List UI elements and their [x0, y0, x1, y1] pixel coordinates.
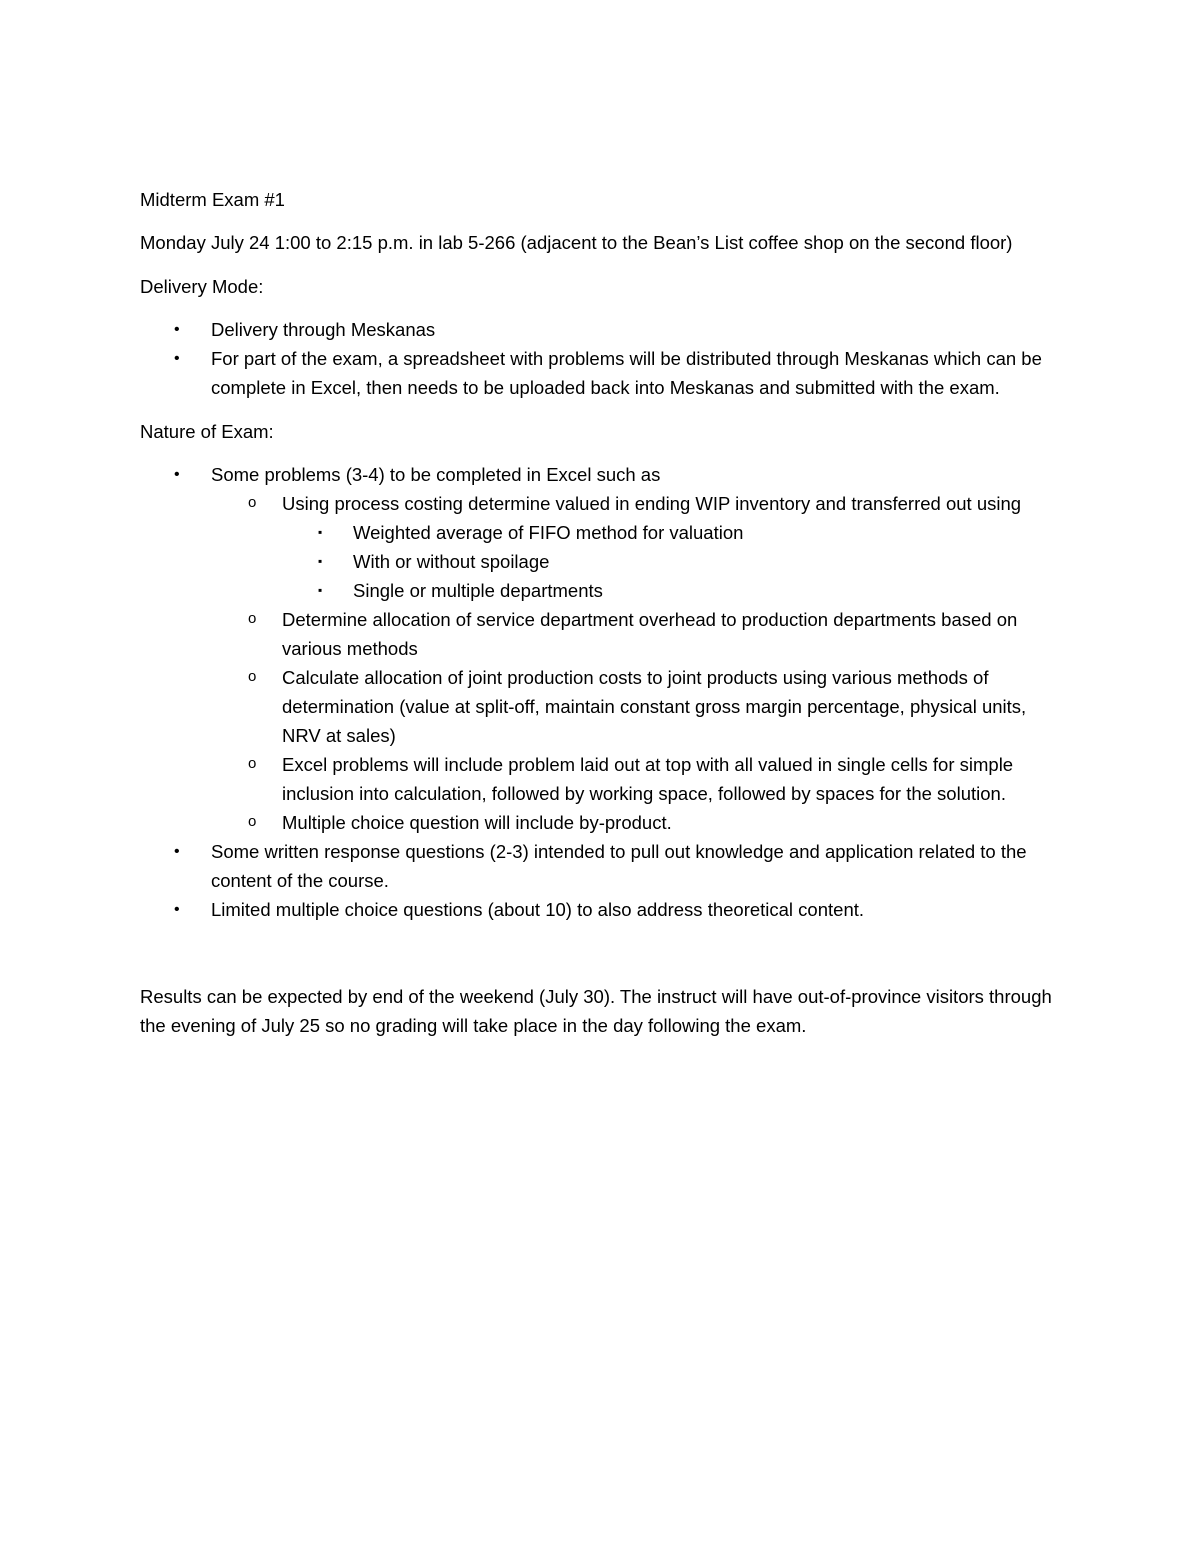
bullet-icon: •	[174, 321, 180, 338]
circle-bullet-icon: o	[248, 813, 257, 830]
list-item	[140, 837, 1070, 895]
document-title: Midterm Exam #1	[140, 189, 285, 210]
bullet-icon: •	[174, 901, 180, 918]
circle-bullet-icon: o	[248, 494, 257, 511]
exam-schedule: Monday July 24 1:00 to 2:15 p.m. in lab 5-266 (adjacent to the Bean’s List coffee shop on the second floor)	[140, 232, 1013, 253]
list-item	[282, 547, 1070, 576]
delivery-mode-heading: Delivery Mode:	[140, 276, 264, 297]
list-item	[211, 489, 1070, 605]
excel-problems-sublist	[211, 489, 1070, 837]
list-item-text: Some written response questions (2-3) intended to pull out knowledge and application related to the content of the course.	[211, 841, 1027, 891]
list-item-text: Calculate allocation of joint production costs to joint products using various methods of determination (value at split-off, maintain constant gross margin percentage, physical units, NRV at sales)	[282, 667, 1027, 746]
circle-bullet-icon: o	[248, 610, 257, 627]
nature-of-exam-heading: Nature of Exam:	[140, 421, 274, 442]
list-item	[282, 576, 1070, 605]
list-item	[140, 895, 1070, 924]
circle-bullet-icon: o	[248, 755, 257, 772]
process-costing-sublist	[282, 518, 1070, 605]
document-page	[140, 185, 1070, 1040]
list-item-text: With or without spoilage	[353, 551, 550, 572]
nature-of-exam-list	[140, 460, 1070, 924]
bullet-icon: •	[174, 350, 180, 367]
list-item-text: Determine allocation of service department overhead to production departments based on various methods	[282, 609, 1018, 659]
square-bullet-icon: ▪	[318, 525, 323, 539]
list-item-text: Using process costing determine valued in ending WIP inventory and transferred out using	[282, 493, 1022, 514]
bullet-icon: •	[174, 466, 180, 483]
circle-bullet-icon: o	[248, 668, 257, 685]
list-item-text: For part of the exam, a spreadsheet with problems will be distributed through Meskanas which can be complete in Excel, then needs to be uploaded back into Meskanas and submitted with the exam.	[211, 348, 1042, 398]
list-item	[211, 750, 1070, 808]
list-item	[211, 605, 1070, 663]
list-item-text: Multiple choice question will include by-product.	[282, 812, 672, 833]
list-item-text: Excel problems will include problem laid out at top with all valued in single cells for simple inclusion into calculation, followed by working space, followed by spaces for the solution.	[282, 754, 1014, 804]
square-bullet-icon: ▪	[318, 583, 323, 597]
square-bullet-icon: ▪	[318, 554, 323, 568]
list-item-text: Some problems (3-4) to be completed in Excel such as	[211, 464, 661, 485]
list-item	[282, 518, 1070, 547]
results-paragraph: Results can be expected by end of the weekend (July 30). The instruct will have out-of-province visitors through the evening of July 25 so no grading will take place in the day following the exam.	[140, 986, 1052, 1036]
list-item-text: Weighted average of FIFO method for valuation	[353, 522, 744, 543]
list-item	[140, 315, 1070, 344]
list-item	[140, 344, 1070, 402]
list-item	[211, 663, 1070, 750]
list-item-text: Single or multiple departments	[353, 580, 603, 601]
bullet-icon: •	[174, 843, 180, 860]
list-item	[211, 808, 1070, 837]
list-item-text: Delivery through Meskanas	[211, 319, 436, 340]
list-item	[140, 460, 1070, 837]
delivery-mode-list	[140, 315, 1070, 402]
list-item-text: Limited multiple choice questions (about 10) to also address theoretical content.	[211, 899, 865, 920]
